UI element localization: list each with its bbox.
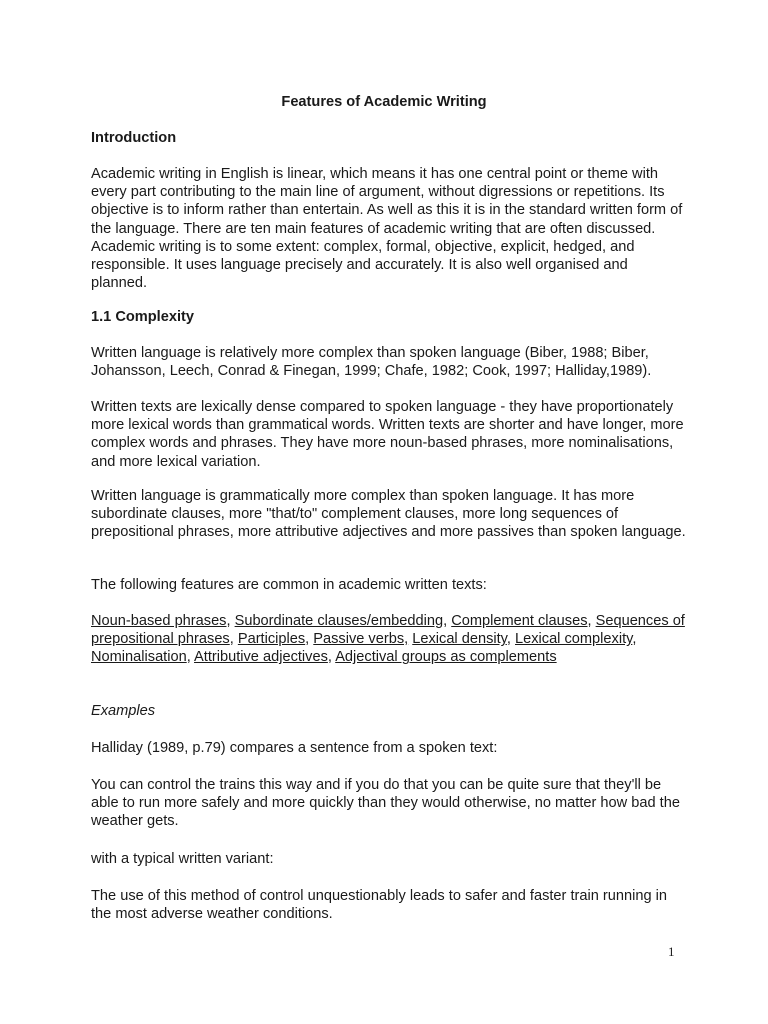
link-adjectival-groups[interactable]: Adjectival groups as complements [335, 649, 557, 666]
link-nominalisation[interactable]: Nominalisation [91, 649, 187, 666]
complexity-paragraph-2: Written texts are lexically dense compared to spoken language - they have proportionately more lexical words than grammatical words. Written texts are shorter and have longer, more complex words and phrases. They have more noun-based phrases, more nominalisations, and more lexical variation. [91, 399, 684, 470]
link-noun-based-phrases[interactable]: Noun-based phrases [91, 613, 227, 629]
examples-heading: Examples [91, 703, 156, 719]
link-participles[interactable]: Participles [237, 631, 306, 648]
page-number: 1 [668, 944, 675, 959]
complexity-heading: 1.1 Complexity [91, 309, 195, 325]
link-passive-verbs[interactable]: Passive verbs, [313, 631, 409, 648]
introduction-heading: Introduction [91, 130, 177, 146]
complexity-paragraph-3: Written language is grammatically more complex than spoken language. It has more subordinate clauses, more "that/to" complement clauses, more long sequences of prepositional phrases, more attributive adjectives and more passives than spoken language. [91, 488, 686, 541]
introduction-paragraph: Academic writing in English is linear, which means it has one central point or theme with every part contributing to the main line of argument, without digressions or repetitions. Its objective is to inform rather than entertain. As well as this it is in the standard written form of the language. There are ten main features of academic writing that are often discussed. Academic writing is to some extent: complex, formal, objective, explicit, hedged, and responsible. It uses language precisely and accurately. It is also well organised and planned. [91, 166, 683, 292]
link-complement-clauses[interactable]: Complement clauses [451, 613, 588, 629]
example-paragraph-3: with a typical written variant: [91, 851, 274, 867]
complexity-paragraph-1: Written language is relatively more complex than spoken language (Biber, 1988; Biber, Johansson, Leech, Conrad & Finegan, 1999; Chafe, 1982; Cook, 1997; Halliday,1989). [91, 345, 652, 380]
link-sequences-prepositional-phrases[interactable]: Sequences of prepositional phrases [91, 613, 685, 648]
example-spoken-sentence: You can control the trains this way and if you do that you can be quite sure that they'll be able to run more safely and more quickly than they would otherwise, no matter how bad the weather gets. [91, 777, 680, 830]
example-written-sentence: The use of this method of control unquestionably leads to safer and faster train running in the most adverse weather conditions. [91, 888, 667, 923]
link-attributive-adjectives[interactable]: Attributive adjectives [194, 649, 328, 666]
link-subordinate-clauses[interactable]: Subordinate clauses/embedding [234, 613, 444, 629]
link-lexical-density[interactable]: Lexical density [412, 631, 507, 648]
example-paragraph-1: Halliday (1989, p.79) compares a sentence from a spoken text: [91, 740, 498, 756]
feature-links-list: Noun-based phrases, Subordinate clauses/embedding, Complement clauses, Sequences of prepositional phrases, Participles, Passive verbs, Lexical density, Lexical complexity, Nominalisation, Attributive adjectives, Adjectival groups as complements [91, 613, 685, 666]
features-intro: The following features are common in academic written texts: [91, 577, 487, 593]
document-title: Features of Academic Writing [281, 94, 487, 110]
link-lexical-complexity[interactable]: Lexical complexity [515, 631, 633, 648]
